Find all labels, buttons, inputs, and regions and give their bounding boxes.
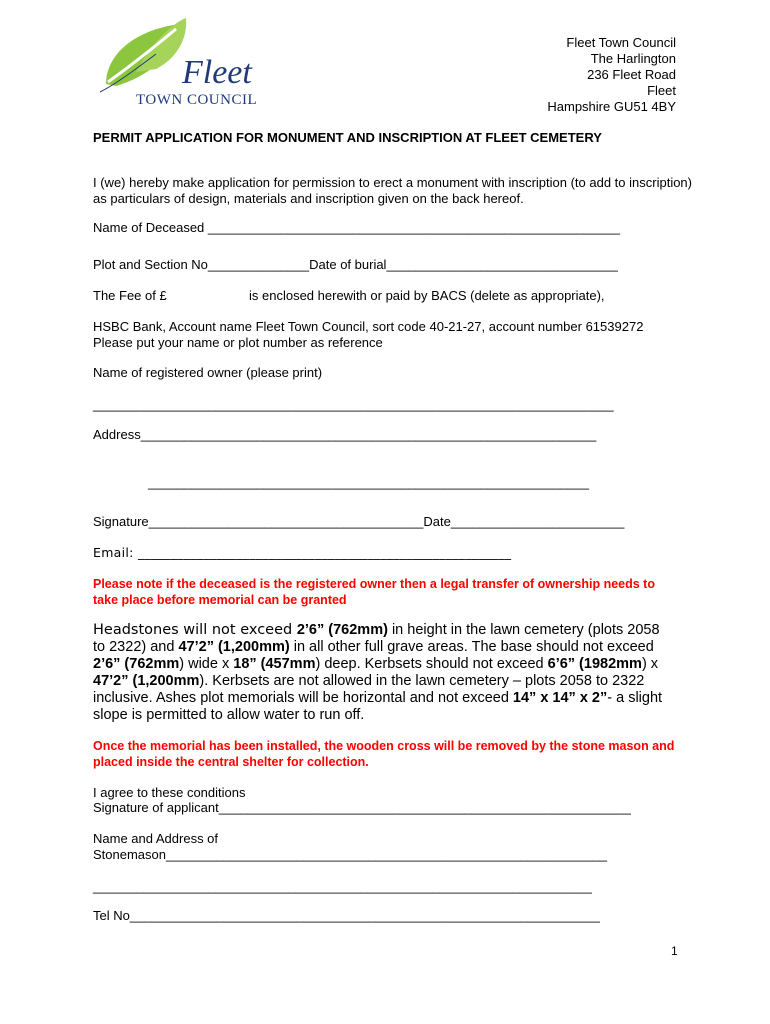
headstone-dim: 47’2” (1,200mm [93, 673, 200, 689]
headstone-dim: 47’2” (1,200mm) [178, 639, 290, 655]
page-number: 1 [671, 944, 678, 958]
headstone-text: in height in the lawn cemetery (plots 2058 to 2322) and [93, 622, 660, 655]
intro-text: I (we) hereby make application for permission to erect a monument with inscription (to add to inscription) as particulars of design, materials and inscription given on the back hereof. [93, 175, 692, 206]
headstone-text: ) wide x [179, 656, 234, 672]
signature-date-field[interactable]: Signature______________________________________Date________________________ [93, 514, 625, 529]
headstone-text: ) deep. Kerbsets should not exceed [315, 656, 548, 672]
logo-name: Fleet [182, 54, 252, 91]
fee-label: The Fee of £ [93, 288, 167, 303]
headstone-text: - a slight slope is permitted to allow water to run off. [93, 690, 663, 723]
address-line: 236 Fleet Road [587, 67, 676, 82]
wooden-cross-note: Once the memorial has been installed, the wooden cross will be removed by the stone mason and placed inside the central shelter for collection. [93, 739, 675, 769]
headstone-text: Headstones will not exceed [93, 622, 297, 638]
address-line: The Harlington [590, 51, 676, 66]
owner-label: Name of registered owner (please print) [93, 365, 323, 380]
address-line: Hampshire GU51 4BY [547, 99, 676, 114]
stonemason-field[interactable]: Stonemason_____________________________________________________________ [93, 847, 608, 862]
address-field[interactable]: Address_______________________________________________________________ [93, 427, 597, 442]
address-line: Fleet Town Council [566, 35, 676, 50]
owner-name-field[interactable]: ________________________________________________________________________ [93, 397, 614, 412]
headstone-rules [93, 622, 673, 724]
headstone-dim: 14” x 14” x 2” [512, 690, 608, 706]
address-line: Fleet [647, 83, 676, 98]
applicant-signature-field[interactable]: Signature of applicant_________________________________________________________ [93, 800, 631, 815]
council-address [547, 35, 676, 115]
form-title: PERMIT APPLICATION FOR MONUMENT AND INSCRIPTION AT FLEET CEMETERY [93, 130, 602, 145]
headstone-text: in all other full grave areas. The base should not exceed [289, 639, 654, 655]
email-field[interactable]: Email: _________________________________________________________ [93, 545, 512, 560]
ownership-transfer-note: Please note if the deceased is the registered owner then a legal transfer of ownership needs to take place before memorial can be granted [93, 577, 655, 607]
stonemason-label: Name and Address of [93, 831, 219, 846]
tel-field[interactable]: Tel No_________________________________________________________________ [93, 908, 600, 923]
fee-text: is enclosed herewith or paid by BACS (delete as appropriate), [249, 288, 605, 303]
deceased-name-field[interactable]: Name of Deceased _________________________________________________________ [93, 220, 621, 235]
headstone-dim: 2’6” (762mm) [296, 622, 388, 638]
agree-label: I agree to these conditions [93, 785, 246, 800]
address-field-line2[interactable]: _____________________________________________________________ [148, 475, 590, 490]
headstone-dim: 2’6” (762mm [93, 656, 180, 672]
headstone-text: ) x [641, 656, 659, 672]
plot-burial-field[interactable]: Plot and Section No______________Date of burial________________________________ [93, 257, 618, 272]
headstone-dim: 6’6” (1982mm [547, 656, 642, 672]
headstone-dim: 18” (457mm [233, 656, 316, 672]
logo-subtitle: TOWN COUNCIL [136, 92, 258, 108]
bank-details: HSBC Bank, Account name Fleet Town Council, sort code 40-21-27, account number 61539272 Please put your name or plot number as reference [93, 319, 644, 350]
headstone-text: ). Kerbsets are not allowed in the lawn cemetery – plots 2058 to 2322 inclusive. Ashes plot memorials will be horizontal and not exceed [93, 673, 645, 706]
stonemason-field-line2[interactable]: _____________________________________________________________________ [93, 879, 592, 894]
fleet-town-council-logo [96, 14, 276, 114]
